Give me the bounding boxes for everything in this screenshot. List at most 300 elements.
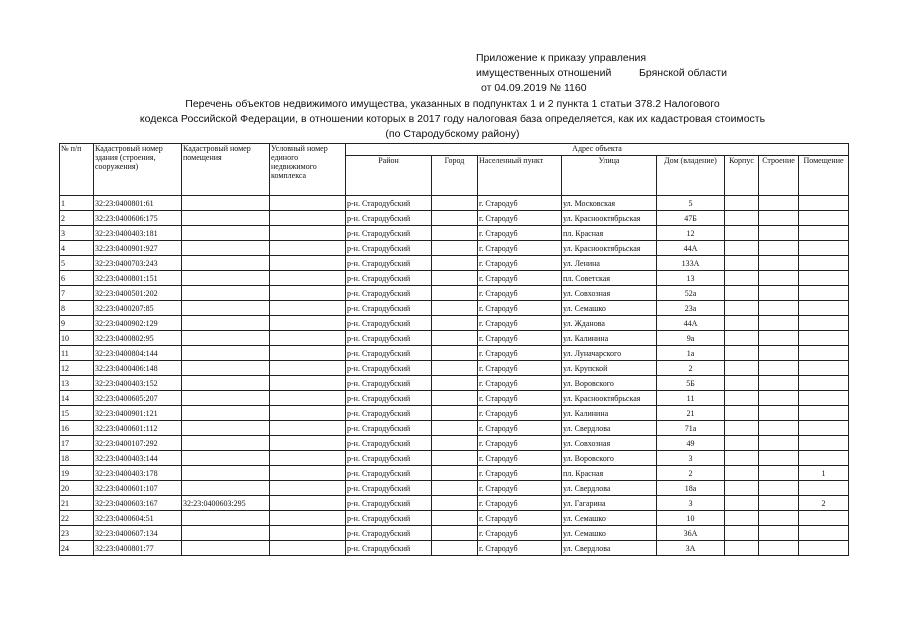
cadastral-building-cell: 32:23:0400207:85 — [94, 301, 182, 316]
locality-cell: г. Стародуб — [478, 511, 562, 526]
street-cell: ул. Семашко — [562, 511, 657, 526]
header-locality: Населенный пункт — [478, 156, 562, 196]
locality-cell: г. Стародуб — [478, 346, 562, 361]
table-row — [60, 451, 849, 466]
cadastral-room-cell — [182, 286, 270, 301]
block-cell — [725, 346, 759, 361]
locality-cell: г. Стародуб — [478, 316, 562, 331]
room-cell: 2 — [799, 496, 849, 511]
header-city: Город — [432, 156, 478, 196]
cadastral-building-cell: 32:23:0400802:95 — [94, 331, 182, 346]
row-number: 5 — [60, 256, 94, 271]
table-row — [60, 226, 849, 241]
district-cell: р-н. Стародубский — [346, 541, 432, 556]
house-cell: 49 — [657, 436, 725, 451]
locality-cell: г. Стародуб — [478, 376, 562, 391]
street-cell: ул. Калинина — [562, 331, 657, 346]
street-cell: ул. Свердлова — [562, 541, 657, 556]
appendix-line-1: Приложение к приказу управления — [476, 52, 647, 64]
conditional-number-cell — [270, 421, 346, 436]
header-house: Дом (владение) — [657, 156, 725, 196]
cadastral-room-cell — [182, 526, 270, 541]
room-cell — [799, 286, 849, 301]
cadastral-room-cell — [182, 376, 270, 391]
cadastral-building-cell: 32:23:0400801:61 — [94, 196, 182, 211]
header-conditional-number: Условный номер единого недвижимого комплекса — [270, 144, 346, 196]
header-cadastral-building: Кадастровый номер здания (строения, сооружения) — [94, 144, 182, 196]
district-cell: р-н. Стародубский — [346, 211, 432, 226]
block-cell — [725, 406, 759, 421]
conditional-number-cell — [270, 211, 346, 226]
district-cell: р-н. Стародубский — [346, 241, 432, 256]
district-cell: р-н. Стародубский — [346, 346, 432, 361]
district-cell: р-н. Стародубский — [346, 196, 432, 211]
city-cell — [432, 511, 478, 526]
block-cell — [725, 196, 759, 211]
district-cell: р-н. Стародубский — [346, 406, 432, 421]
city-cell — [432, 241, 478, 256]
district-cell: р-н. Стародубский — [346, 286, 432, 301]
building-cell — [759, 346, 799, 361]
document-title-line-3: (по Стародубскому району) — [385, 128, 520, 140]
row-number: 10 — [60, 331, 94, 346]
street-cell: ул. Жданова — [562, 316, 657, 331]
district-cell: р-н. Стародубский — [346, 421, 432, 436]
conditional-number-cell — [270, 451, 346, 466]
building-cell — [759, 391, 799, 406]
conditional-number-cell — [270, 196, 346, 211]
district-cell: р-н. Стародубский — [346, 511, 432, 526]
house-cell: 2 — [657, 466, 725, 481]
city-cell — [432, 526, 478, 541]
cadastral-room-cell — [182, 346, 270, 361]
street-cell: ул. Московская — [562, 196, 657, 211]
cadastral-room-cell — [182, 436, 270, 451]
building-cell — [759, 241, 799, 256]
row-number: 22 — [60, 511, 94, 526]
street-cell: ул. Воровского — [562, 376, 657, 391]
city-cell — [432, 481, 478, 496]
city-cell — [432, 286, 478, 301]
locality-cell: г. Стародуб — [478, 361, 562, 376]
table-row — [60, 271, 849, 286]
header-district: Район — [346, 156, 432, 196]
block-cell — [725, 271, 759, 286]
house-cell: 18а — [657, 481, 725, 496]
city-cell — [432, 271, 478, 286]
building-cell — [759, 526, 799, 541]
row-number: 16 — [60, 421, 94, 436]
street-cell: ул. Луначарского — [562, 346, 657, 361]
city-cell — [432, 376, 478, 391]
cadastral-building-cell: 32:23:0400605:207 — [94, 391, 182, 406]
house-cell: 10 — [657, 511, 725, 526]
house-cell: 23а — [657, 301, 725, 316]
district-cell: р-н. Стародубский — [346, 301, 432, 316]
room-cell — [799, 256, 849, 271]
table-row — [60, 421, 849, 436]
cadastral-building-cell: 32:23:0400403:178 — [94, 466, 182, 481]
locality-cell: г. Стародуб — [478, 481, 562, 496]
cadastral-room-cell — [182, 301, 270, 316]
house-cell: 5 — [657, 196, 725, 211]
district-cell: р-н. Стародубский — [346, 496, 432, 511]
building-cell — [759, 286, 799, 301]
header-num: № п/п — [60, 144, 94, 196]
locality-cell: г. Стародуб — [478, 526, 562, 541]
room-cell — [799, 226, 849, 241]
row-number: 20 — [60, 481, 94, 496]
cadastral-room-cell — [182, 331, 270, 346]
conditional-number-cell — [270, 346, 346, 361]
cadastral-building-cell: 32:23:0400107:292 — [94, 436, 182, 451]
room-cell — [799, 316, 849, 331]
district-cell: р-н. Стародубский — [346, 391, 432, 406]
row-number: 3 — [60, 226, 94, 241]
house-cell: 44А — [657, 241, 725, 256]
district-cell: р-н. Стародубский — [346, 466, 432, 481]
street-cell: ул. Краснооктябрьская — [562, 241, 657, 256]
block-cell — [725, 391, 759, 406]
street-cell: пл. Красная — [562, 226, 657, 241]
cadastral-room-cell — [182, 361, 270, 376]
document-title-line-1: Перечень объектов недвижимого имущества, указанных в подпунктах 1 и 2 пункта 1 статьи 378.2 Налогового — [185, 98, 720, 110]
building-cell — [759, 331, 799, 346]
locality-cell: г. Стародуб — [478, 451, 562, 466]
room-cell — [799, 301, 849, 316]
conditional-number-cell — [270, 376, 346, 391]
appendix-line-2b: Брянской области — [639, 67, 727, 79]
header-street: Улица — [562, 156, 657, 196]
table-row — [60, 256, 849, 271]
house-cell: 36А — [657, 526, 725, 541]
locality-cell: г. Стародуб — [478, 391, 562, 406]
building-cell — [759, 496, 799, 511]
table-row — [60, 511, 849, 526]
street-cell: ул. Совхозная — [562, 436, 657, 451]
cadastral-building-cell: 32:23:0400607:134 — [94, 526, 182, 541]
row-number: 1 — [60, 196, 94, 211]
house-cell: 21 — [657, 406, 725, 421]
cadastral-room-cell — [182, 211, 270, 226]
street-cell: ул. Семашко — [562, 526, 657, 541]
conditional-number-cell — [270, 256, 346, 271]
table-row — [60, 301, 849, 316]
locality-cell: г. Стародуб — [478, 301, 562, 316]
city-cell — [432, 226, 478, 241]
block-cell — [725, 451, 759, 466]
room-cell — [799, 271, 849, 286]
document-title-line-2: кодекса Российской Федерации, в отношении которых в 2017 году налоговая база определяется, как их кадастровая стоимость — [139, 113, 766, 125]
locality-cell: г. Стародуб — [478, 541, 562, 556]
table-row — [60, 211, 849, 226]
block-cell — [725, 316, 759, 331]
appendix-order-date: от 04.09.2019 № 1160 — [481, 82, 587, 94]
building-cell — [759, 361, 799, 376]
table-row — [60, 361, 849, 376]
room-cell — [799, 196, 849, 211]
house-cell: 3 — [657, 451, 725, 466]
building-cell — [759, 406, 799, 421]
city-cell — [432, 301, 478, 316]
block-cell — [725, 376, 759, 391]
cadastral-building-cell: 32:23:0400603:167 — [94, 496, 182, 511]
city-cell — [432, 421, 478, 436]
house-cell: 13 — [657, 271, 725, 286]
header-building: Строение — [759, 156, 799, 196]
cadastral-room-cell — [182, 256, 270, 271]
row-number: 21 — [60, 496, 94, 511]
conditional-number-cell — [270, 361, 346, 376]
district-cell: р-н. Стародубский — [346, 271, 432, 286]
cadastral-building-cell: 32:23:0400606:175 — [94, 211, 182, 226]
house-cell: 11 — [657, 391, 725, 406]
house-cell: 5Б — [657, 376, 725, 391]
cadastral-building-cell: 32:23:0400601:112 — [94, 421, 182, 436]
room-cell — [799, 451, 849, 466]
row-number: 18 — [60, 451, 94, 466]
conditional-number-cell — [270, 481, 346, 496]
row-number: 6 — [60, 271, 94, 286]
row-number: 24 — [60, 541, 94, 556]
city-cell — [432, 451, 478, 466]
table-row — [60, 316, 849, 331]
locality-cell: г. Стародуб — [478, 406, 562, 421]
table-row — [60, 346, 849, 361]
cadastral-room-cell — [182, 451, 270, 466]
block-cell — [725, 301, 759, 316]
district-cell: р-н. Стародубский — [346, 361, 432, 376]
block-cell — [725, 256, 759, 271]
room-cell — [799, 211, 849, 226]
cadastral-room-cell — [182, 316, 270, 331]
city-cell — [432, 316, 478, 331]
row-number: 11 — [60, 346, 94, 361]
cadastral-room-cell — [182, 271, 270, 286]
table-row — [60, 436, 849, 451]
table-row — [60, 391, 849, 406]
house-cell: 52а — [657, 286, 725, 301]
street-cell: ул. Гагарина — [562, 496, 657, 511]
street-cell: пл. Красная — [562, 466, 657, 481]
conditional-number-cell — [270, 316, 346, 331]
cadastral-building-cell: 32:23:0400902:129 — [94, 316, 182, 331]
row-number: 19 — [60, 466, 94, 481]
cadastral-room-cell — [182, 421, 270, 436]
city-cell — [432, 496, 478, 511]
conditional-number-cell — [270, 271, 346, 286]
city-cell — [432, 346, 478, 361]
house-cell: 3А — [657, 541, 725, 556]
block-cell — [725, 541, 759, 556]
cadastral-room-cell: 32:23:0400603:295 — [182, 496, 270, 511]
building-cell — [759, 376, 799, 391]
locality-cell: г. Стародуб — [478, 331, 562, 346]
building-cell — [759, 436, 799, 451]
locality-cell: г. Стародуб — [478, 496, 562, 511]
locality-cell: г. Стародуб — [478, 466, 562, 481]
room-cell — [799, 541, 849, 556]
table-row — [60, 481, 849, 496]
cadastral-room-cell — [182, 391, 270, 406]
room-cell — [799, 361, 849, 376]
city-cell — [432, 406, 478, 421]
block-cell — [725, 241, 759, 256]
room-cell — [799, 241, 849, 256]
cadastral-room-cell — [182, 241, 270, 256]
city-cell — [432, 436, 478, 451]
cadastral-building-cell: 32:23:0400501:202 — [94, 286, 182, 301]
header-address: Адрес объекта — [346, 144, 849, 156]
building-cell — [759, 301, 799, 316]
city-cell — [432, 361, 478, 376]
building-cell — [759, 196, 799, 211]
table-row — [60, 376, 849, 391]
room-cell — [799, 526, 849, 541]
street-cell: ул. Совхозная — [562, 286, 657, 301]
row-number: 14 — [60, 391, 94, 406]
table-row — [60, 406, 849, 421]
block-cell — [725, 526, 759, 541]
house-cell: 2 — [657, 361, 725, 376]
conditional-number-cell — [270, 301, 346, 316]
block-cell — [725, 466, 759, 481]
street-cell: ул. Ленина — [562, 256, 657, 271]
property-table — [59, 143, 849, 556]
appendix-line-2a: имущественных отношений — [476, 67, 612, 79]
house-cell: 12 — [657, 226, 725, 241]
row-number: 15 — [60, 406, 94, 421]
room-cell — [799, 511, 849, 526]
conditional-number-cell — [270, 391, 346, 406]
row-number: 2 — [60, 211, 94, 226]
block-cell — [725, 496, 759, 511]
row-number: 9 — [60, 316, 94, 331]
cadastral-building-cell: 32:23:0400601:107 — [94, 481, 182, 496]
cadastral-room-cell — [182, 196, 270, 211]
room-cell — [799, 331, 849, 346]
locality-cell: г. Стародуб — [478, 436, 562, 451]
city-cell — [432, 391, 478, 406]
header-room: Помещение — [799, 156, 849, 196]
row-number: 13 — [60, 376, 94, 391]
building-cell — [759, 226, 799, 241]
block-cell — [725, 511, 759, 526]
street-cell: ул. Свердлова — [562, 421, 657, 436]
room-cell — [799, 346, 849, 361]
table-row — [60, 196, 849, 211]
block-cell — [725, 211, 759, 226]
block-cell — [725, 421, 759, 436]
district-cell: р-н. Стародубский — [346, 316, 432, 331]
header-cadastral-room: Кадастровый номер помещения — [182, 144, 270, 196]
cadastral-room-cell — [182, 541, 270, 556]
table-row — [60, 241, 849, 256]
table-row — [60, 526, 849, 541]
cadastral-building-cell: 32:23:0400703:243 — [94, 256, 182, 271]
table-row — [60, 541, 849, 556]
street-cell: ул. Свердлова — [562, 481, 657, 496]
house-cell: 9а — [657, 331, 725, 346]
block-cell — [725, 481, 759, 496]
building-cell — [759, 421, 799, 436]
street-cell: ул. Семашко — [562, 301, 657, 316]
conditional-number-cell — [270, 526, 346, 541]
conditional-number-cell — [270, 466, 346, 481]
table-row — [60, 286, 849, 301]
city-cell — [432, 331, 478, 346]
conditional-number-cell — [270, 286, 346, 301]
cadastral-room-cell — [182, 466, 270, 481]
table-row — [60, 331, 849, 346]
locality-cell: г. Стародуб — [478, 256, 562, 271]
building-cell — [759, 451, 799, 466]
block-cell — [725, 286, 759, 301]
building-cell — [759, 481, 799, 496]
cadastral-building-cell: 32:23:0400403:144 — [94, 451, 182, 466]
block-cell — [725, 331, 759, 346]
block-cell — [725, 226, 759, 241]
building-cell — [759, 271, 799, 286]
conditional-number-cell — [270, 226, 346, 241]
district-cell: р-н. Стародубский — [346, 451, 432, 466]
conditional-number-cell — [270, 406, 346, 421]
house-cell: 3 — [657, 496, 725, 511]
row-number: 12 — [60, 361, 94, 376]
block-cell — [725, 436, 759, 451]
cadastral-building-cell: 32:23:0400901:927 — [94, 241, 182, 256]
room-cell — [799, 481, 849, 496]
building-cell — [759, 256, 799, 271]
room-cell — [799, 406, 849, 421]
row-number: 7 — [60, 286, 94, 301]
locality-cell: г. Стародуб — [478, 241, 562, 256]
cadastral-building-cell: 32:23:0400406:148 — [94, 361, 182, 376]
header-block: Корпус — [725, 156, 759, 196]
conditional-number-cell — [270, 496, 346, 511]
cadastral-room-cell — [182, 511, 270, 526]
house-cell: 47Б — [657, 211, 725, 226]
street-cell: ул. Калинина — [562, 406, 657, 421]
city-cell — [432, 211, 478, 226]
row-number: 23 — [60, 526, 94, 541]
cadastral-building-cell: 32:23:0400604:51 — [94, 511, 182, 526]
locality-cell: г. Стародуб — [478, 286, 562, 301]
house-cell: 133А — [657, 256, 725, 271]
district-cell: р-н. Стародубский — [346, 376, 432, 391]
cadastral-room-cell — [182, 226, 270, 241]
street-cell: пл. Советская — [562, 271, 657, 286]
table-row — [60, 496, 849, 511]
cadastral-building-cell: 32:23:0400801:151 — [94, 271, 182, 286]
district-cell: р-н. Стародубский — [346, 481, 432, 496]
district-cell: р-н. Стародубский — [346, 256, 432, 271]
table-body — [60, 196, 849, 556]
conditional-number-cell — [270, 541, 346, 556]
street-cell: ул. Краснооктябрьская — [562, 211, 657, 226]
room-cell — [799, 421, 849, 436]
locality-cell: г. Стародуб — [478, 196, 562, 211]
cadastral-room-cell — [182, 406, 270, 421]
cadastral-building-cell: 32:23:0400801:77 — [94, 541, 182, 556]
cadastral-building-cell: 32:23:0400804:144 — [94, 346, 182, 361]
building-cell — [759, 316, 799, 331]
street-cell: ул. Краснооктябрьская — [562, 391, 657, 406]
row-number: 17 — [60, 436, 94, 451]
city-cell — [432, 466, 478, 481]
room-cell: 1 — [799, 466, 849, 481]
district-cell: р-н. Стародубский — [346, 331, 432, 346]
